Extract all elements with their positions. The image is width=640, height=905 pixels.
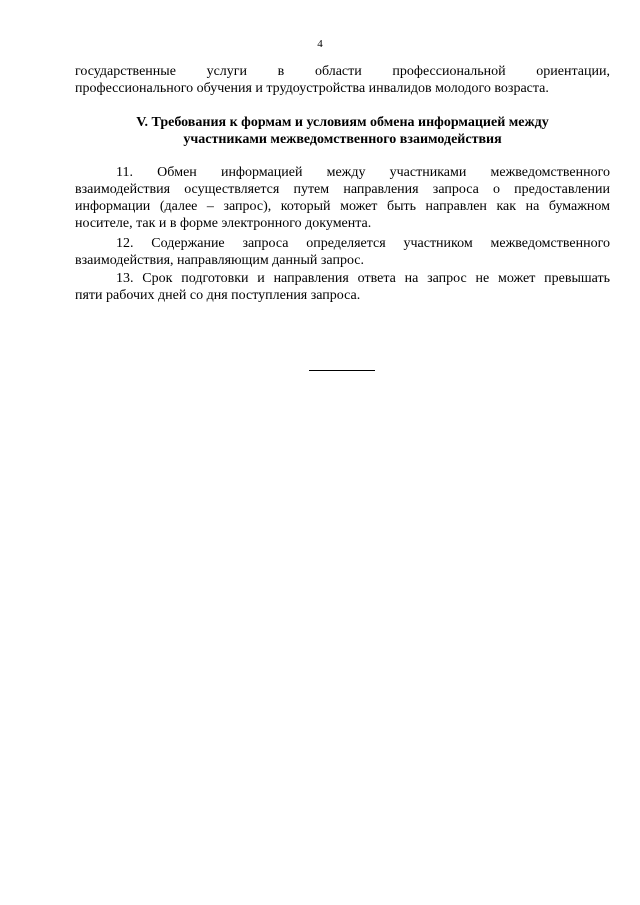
page-number: 4 <box>317 38 323 50</box>
intro-paragraph <box>75 63 610 97</box>
paragraph-13-line-2: пяти рабочих дней со дня поступления запроса. <box>75 288 361 303</box>
section-heading-line-2: участниками межведомственного взаимодействия <box>183 132 502 147</box>
paragraph-11 <box>75 164 610 232</box>
intro-line-2: профессионального обучения и трудоустройства инвалидов молодого возраста. <box>75 81 549 96</box>
end-separator-line <box>309 370 375 371</box>
paragraph-13-line-1: 13. Срок подготовки и направления ответа на запрос не может превышать <box>116 271 610 286</box>
paragraph-12-line-1: 12. Содержание запроса определяется участником межведомственного <box>116 236 610 251</box>
paragraph-11-line-1: 11. Обмен информацией между участниками межведомственного <box>116 165 610 180</box>
paragraph-12 <box>75 235 610 269</box>
paragraph-11-line-2: взаимодействия осуществляется путем направления запроса о предоставлении <box>75 182 610 197</box>
section-heading-line-1: V. Требования к формам и условиям обмена информацией между <box>136 115 549 130</box>
paragraph-13 <box>75 270 610 304</box>
paragraph-11-line-4: носителе, так и в форме электронного документа. <box>75 216 372 231</box>
section-heading <box>75 114 610 148</box>
paragraph-12-line-2: взаимодействия, направляющим данный запрос. <box>75 253 365 268</box>
paragraph-11-line-3: информации (далее – запрос), который может быть направлен как на бумажном <box>75 199 610 214</box>
intro-line-1: государственные услуги в области профессиональной ориентации, <box>75 64 610 79</box>
